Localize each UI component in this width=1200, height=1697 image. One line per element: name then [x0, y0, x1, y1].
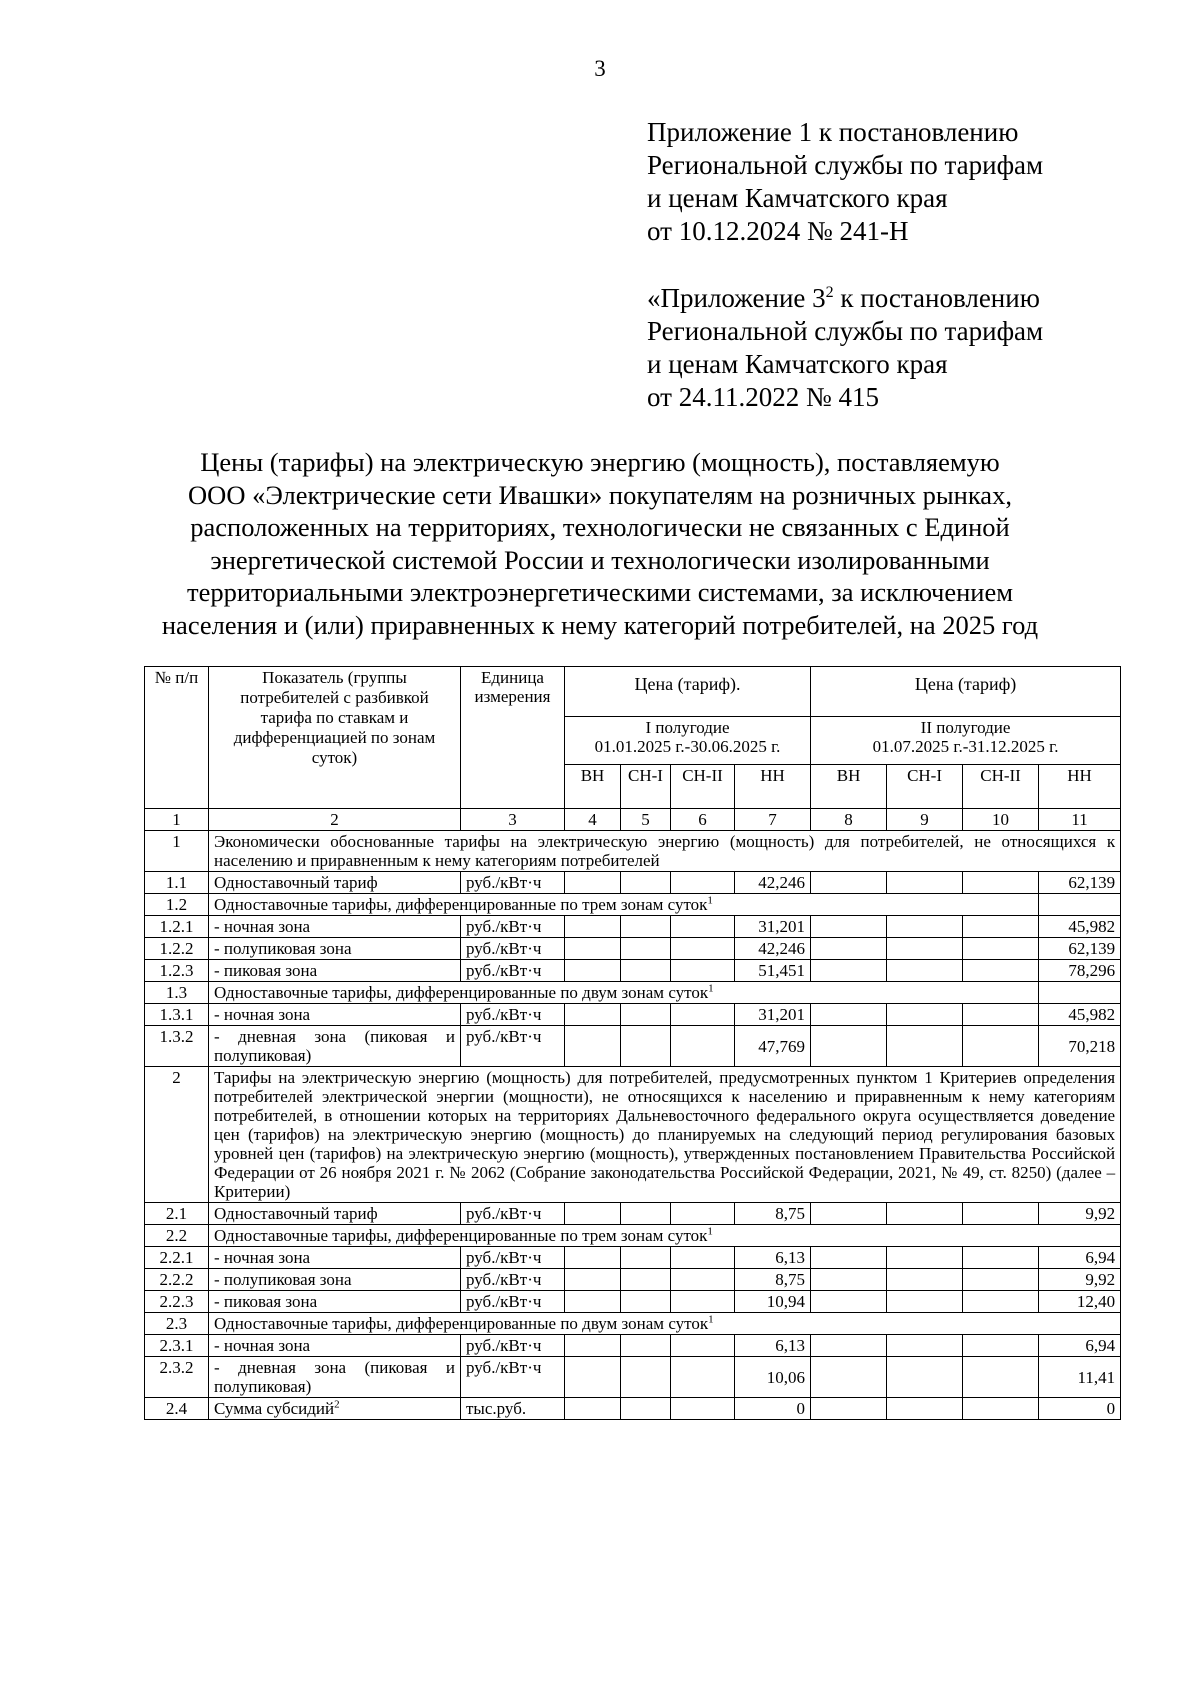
column-number: 7 [735, 809, 811, 831]
footnote-mark: 1 [708, 982, 714, 995]
row-label: - ночная зона [209, 1335, 461, 1357]
header-level: НН [735, 765, 811, 809]
half-1-dates: 01.01.2025 г.-30.06.2025 г. [594, 737, 781, 756]
value-nn-h2: 11,41 [1039, 1357, 1121, 1398]
value-nn-h1: 6,13 [735, 1335, 811, 1357]
row-label: Одноставочный тариф [209, 872, 461, 894]
value-nn-h1: 10,94 [735, 1291, 811, 1313]
table-row [145, 1357, 1121, 1398]
row-unit: руб./кВт·ч [461, 938, 565, 960]
value-nn-h2: 6,94 [1039, 1247, 1121, 1269]
appendix-2-line: от 24.11.2022 № 415 [647, 382, 879, 412]
row-number: 2 [145, 1067, 209, 1203]
table-row [145, 1247, 1121, 1269]
footnote-mark: 1 [707, 1225, 713, 1238]
subsection-text: Одноставочные тарифы, дифференцированные по трем зонам суток [214, 895, 708, 914]
half-1-title: I полугодие [645, 718, 730, 737]
row-number: 1.3.1 [145, 1004, 209, 1026]
row-number: 2.2.2 [145, 1269, 209, 1291]
header-level: ВН [811, 765, 887, 809]
column-number: 9 [887, 809, 963, 831]
document-title [60, 446, 1140, 641]
row-unit: руб./кВт·ч [461, 960, 565, 982]
table-row [145, 1067, 1121, 1203]
header-num: № п/п [145, 667, 209, 809]
header-half-1 [565, 717, 811, 765]
row-unit: руб./кВт·ч [461, 1269, 565, 1291]
row-number: 2.2.1 [145, 1247, 209, 1269]
subsection-title [209, 982, 1039, 1004]
subsection-text: Одноставочные тарифы, дифференцированные по двум зонам суток [214, 983, 709, 1002]
table-row [145, 960, 1121, 982]
section-title: Экономически обоснованные тарифы на электрическую энергию (мощность) для потребителей, не относящихся к населению и приравненным к нему категориям потребителей [209, 831, 1121, 872]
header-price-second-half: Цена (тариф) [811, 667, 1121, 717]
table-row [145, 1004, 1121, 1026]
table-row [145, 916, 1121, 938]
column-number: 2 [209, 809, 461, 831]
value-nn-h1: 31,201 [735, 1004, 811, 1026]
page-number: 3 [594, 56, 606, 81]
header-half-2 [811, 717, 1121, 765]
row-unit: тыс.руб. [461, 1398, 565, 1420]
table-row [145, 894, 1121, 916]
row-label-text: Сумма субсидий [214, 1399, 335, 1418]
value-nn-h1: 47,769 [735, 1026, 811, 1067]
appendix-2-block [647, 276, 1043, 414]
header-price-first-half: Цена (тариф). [565, 667, 811, 717]
row-label: - пиковая зона [209, 1291, 461, 1313]
row-label [209, 1026, 461, 1067]
column-number: 1 [145, 809, 209, 831]
section-title: Тарифы на электрическую энергию (мощность) для потребителей, предусмотренных пунктом 1 Критериев определения потребителей электрической энергии (мощности), не относящихся к населению и приравненным к нему категориям потребителей, в отношении которых на территориях Дальневосточного федерального округа осуществляется доведение цен (тарифов) на электрическую энергию (мощность) до планируемых на следующий период регулирования базовых уровней цен (тарифов) на электрическую энергию (мощность), утвержденных постановлением Правительства Российской Федерации от 26 ноября 2021 г. № 2062 (Собрание законодательства Российской Федерации, 2021, № 49, ст. 8250) (далее – Критерии) [209, 1067, 1121, 1203]
appendix-1-line: Региональной службы по тарифам [647, 150, 1044, 180]
table-row [145, 831, 1121, 872]
subsection-title [209, 1225, 1121, 1247]
row-number: 2.2.3 [145, 1291, 209, 1313]
row-unit: руб./кВт·ч [461, 1357, 565, 1398]
row-number: 2.1 [145, 1203, 209, 1225]
value-nn-h2: 9,92 [1039, 1203, 1121, 1225]
value-nn-h2: 70,218 [1039, 1026, 1121, 1067]
row-number: 1.2.3 [145, 960, 209, 982]
row-unit: руб./кВт·ч [461, 1335, 565, 1357]
row-number: 2.2 [145, 1225, 209, 1247]
half-2-title: II полугодие [920, 718, 1011, 737]
column-number: 11 [1039, 809, 1121, 831]
row-label: - ночная зона [209, 916, 461, 938]
value-nn-h2: 12,40 [1039, 1291, 1121, 1313]
row-label-line: полупиковая) [214, 1046, 312, 1065]
subsection-title [209, 894, 1039, 916]
row-unit: руб./кВт·ч [461, 1026, 565, 1067]
table-row [145, 1026, 1121, 1067]
table-row [145, 1398, 1121, 1420]
column-number: 4 [565, 809, 621, 831]
footnote-mark: 2 [334, 1398, 340, 1411]
header-level: СН-I [621, 765, 671, 809]
value-nn-h1: 42,246 [735, 872, 811, 894]
header-level: СН-II [671, 765, 735, 809]
value-nn-h1: 51,451 [735, 960, 811, 982]
value-nn-h1: 8,75 [735, 1203, 811, 1225]
table-row [145, 1291, 1121, 1313]
subsection-title [209, 1313, 1121, 1335]
value-nn-h1: 10,06 [735, 1357, 811, 1398]
column-number: 5 [621, 809, 671, 831]
row-number: 1.2.1 [145, 916, 209, 938]
row-label: Одноставочный тариф [209, 1203, 461, 1225]
appendix-2-text: к постановлению [833, 283, 1040, 313]
row-unit: руб./кВт·ч [461, 1291, 565, 1313]
column-number-row [145, 809, 1121, 831]
row-unit: руб./кВт·ч [461, 1203, 565, 1225]
value-nn-h2: 62,139 [1039, 938, 1121, 960]
appendix-1-line: Приложение 1 к постановлению [647, 117, 1019, 147]
value-nn-h2: 45,982 [1039, 916, 1121, 938]
row-unit: руб./кВт·ч [461, 1004, 565, 1026]
value-nn-h1: 42,246 [735, 938, 811, 960]
column-number: 6 [671, 809, 735, 831]
table-row [145, 982, 1121, 1004]
row-label-line: - дневная зона (пиковая и [214, 1358, 455, 1377]
row-number: 1.3 [145, 982, 209, 1004]
table-row [145, 938, 1121, 960]
table-row [145, 1335, 1121, 1357]
header-level: ВН [565, 765, 621, 809]
half-2-dates: 01.07.2025 г.-31.12.2025 г. [872, 737, 1059, 756]
row-label: - полупиковая зона [209, 938, 461, 960]
appendix-2-superscript: 2 [825, 284, 834, 301]
row-label: - ночная зона [209, 1004, 461, 1026]
title-line: населения и (или) приравненных к нему категорий потребителей, на 2025 год [161, 609, 1039, 640]
row-number: 1.2.2 [145, 938, 209, 960]
row-number: 2.4 [145, 1398, 209, 1420]
row-number: 1 [145, 831, 209, 872]
appendix-2-text: «Приложение 3 [647, 283, 826, 313]
value-nn-h2: 62,139 [1039, 872, 1121, 894]
value-nn-h1: 8,75 [735, 1269, 811, 1291]
title-line: энергетической системой России и технологически изолированными [210, 544, 990, 575]
row-label-line: - дневная зона (пиковая и [214, 1027, 455, 1046]
subsection-text: Одноставочные тарифы, дифференцированные по двум зонам суток [214, 1314, 709, 1333]
row-number: 1.3.2 [145, 1026, 209, 1067]
header-level: СН-II [963, 765, 1039, 809]
header-unit: Единица измерения [461, 667, 565, 809]
value-nn-h1: 0 [735, 1398, 811, 1420]
appendix-1-line: и ценам Камчатского края [647, 183, 948, 213]
header-level: НН [1039, 765, 1121, 809]
value-nn-h2: 78,296 [1039, 960, 1121, 982]
title-line: ООО «Электрические сети Ивашки» покупателям на розничных рынках, [188, 479, 1012, 510]
table-row [145, 1225, 1121, 1247]
row-unit: руб./кВт·ч [461, 1247, 565, 1269]
row-label: - пиковая зона [209, 960, 461, 982]
row-unit: руб./кВт·ч [461, 916, 565, 938]
appendix-1-line: от 10.12.2024 № 241-Н [647, 216, 909, 246]
row-number: 1.2 [145, 894, 209, 916]
title-line: Цены (тарифы) на электрическую энергию (мощность), поставляемую [200, 447, 1000, 477]
table-row [145, 872, 1121, 894]
appendix-2-first-line [647, 276, 1043, 315]
appendix-2-line: и ценам Камчатского края [647, 349, 948, 379]
row-label: - полупиковая зона [209, 1269, 461, 1291]
row-label [209, 1398, 461, 1420]
header-level: СН-I [887, 765, 963, 809]
footnote-mark: 1 [707, 894, 713, 907]
header-indicator: Показатель (группы потребителей с разбивкой тарифа по ставкам и дифференциацией по зонам суток) [209, 667, 461, 809]
value-nn-h1: 31,201 [735, 916, 811, 938]
column-number: 8 [811, 809, 887, 831]
row-label [209, 1357, 461, 1398]
row-unit: руб./кВт·ч [461, 872, 565, 894]
row-number: 1.1 [145, 872, 209, 894]
row-label: - ночная зона [209, 1247, 461, 1269]
tariff-table [144, 666, 1121, 1420]
value-nn-h2: 9,92 [1039, 1269, 1121, 1291]
table-row [145, 1313, 1121, 1335]
title-line: расположенных на территориях, технологически не связанных с Единой [190, 512, 1010, 542]
row-number: 2.3 [145, 1313, 209, 1335]
title-line: территориальными электроэнергетическими системами, за исключением [187, 577, 1013, 607]
row-label-line: полупиковая) [214, 1377, 312, 1396]
appendix-2-line: Региональной службы по тарифам [647, 316, 1044, 346]
table-row [145, 1269, 1121, 1291]
subsection-text: Одноставочные тарифы, дифференцированные по трем зонам суток [214, 1226, 708, 1245]
appendix-1-block [647, 116, 1043, 248]
column-number: 10 [963, 809, 1039, 831]
row-number: 2.3.1 [145, 1335, 209, 1357]
value-nn-h1: 6,13 [735, 1247, 811, 1269]
footnote-mark: 1 [708, 1313, 714, 1326]
row-number: 2.3.2 [145, 1357, 209, 1398]
value-nn-h2: 45,982 [1039, 1004, 1121, 1026]
value-nn-h2: 6,94 [1039, 1335, 1121, 1357]
table-row [145, 1203, 1121, 1225]
value-nn-h2: 0 [1039, 1398, 1121, 1420]
column-number: 3 [461, 809, 565, 831]
